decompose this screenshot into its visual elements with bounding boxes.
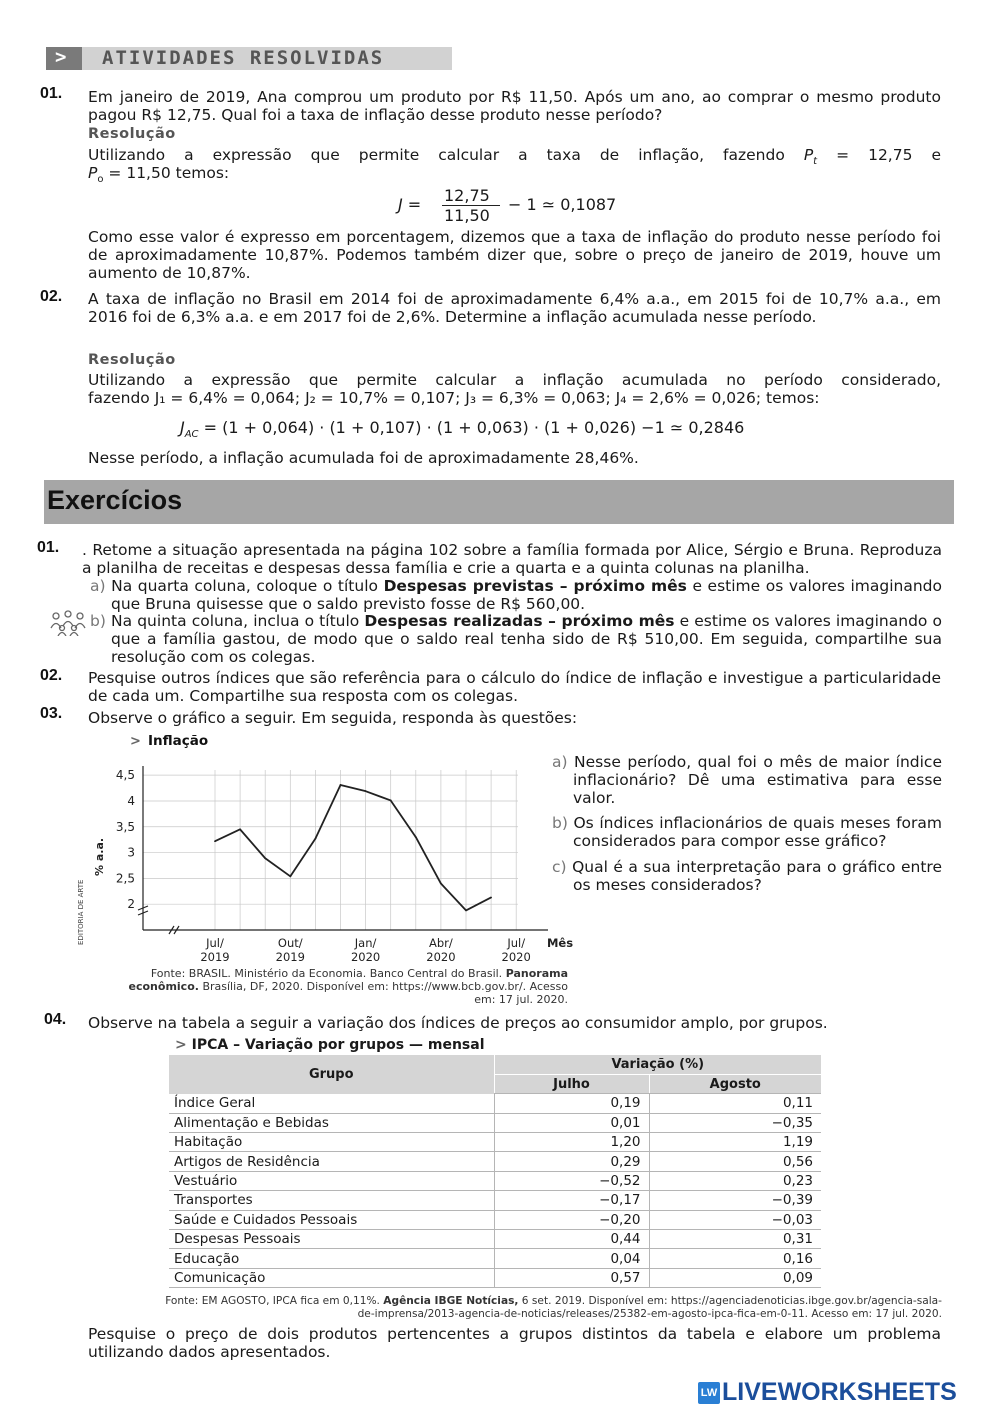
table-row (169, 1230, 821, 1249)
group-work-icon (48, 610, 88, 636)
ex4-number: 04. (44, 1011, 67, 1028)
x-tick-month: Jan/ (354, 936, 377, 950)
series-line-inflacao (215, 785, 491, 910)
cell-agosto: −0,39 (649, 1191, 821, 1210)
ex1-a-post: e estime os valores imaginando que Bruna quisesse que o saldo previsto fosse de R$ 560,00. (111, 577, 942, 613)
col-header-grupo: Grupo (169, 1055, 494, 1094)
ex1-number: 01. (37, 539, 60, 556)
cell-grupo: Comunicação (169, 1268, 494, 1287)
formula-denominator: 11,50 (444, 206, 490, 225)
resolvida-1-number: 01. (40, 85, 63, 102)
x-tick-month: Abr/ (429, 936, 453, 950)
data-point (289, 875, 291, 877)
resolvida-2-resolution-line1: Utilizando a expressão que permite calcular a inflação acumulada no período considerado, (88, 371, 941, 389)
y-tick-label: 4 (127, 793, 135, 808)
formula-jac: J (180, 418, 185, 437)
cell-grupo: Habitação (169, 1133, 494, 1152)
ex1-b-bold: Despesas realizadas – próximo mês (364, 612, 675, 630)
cell-agosto: 0,31 (649, 1230, 821, 1249)
formula-lhs: J = (398, 195, 422, 214)
table-source-pre: Fonte: EM AGOSTO, IPCA fica em 0,11%. (165, 1295, 380, 1307)
col-header-variacao: Variação (%) (494, 1055, 821, 1074)
data-point (440, 883, 442, 885)
pt-subscript: t (813, 156, 818, 168)
data-point (264, 857, 266, 859)
liveworksheets-logo (698, 1378, 994, 1408)
y-tick-label: 4,5 (115, 768, 135, 783)
cell-julho: 1,20 (494, 1133, 649, 1152)
inflation-chart (70, 728, 580, 968)
ex1-a-bold: Despesas previstas – próximo mês (383, 577, 687, 595)
table-row (169, 1113, 821, 1132)
data-point (465, 909, 467, 911)
cell-agosto: −0,35 (649, 1113, 821, 1132)
ex1-b-post: e estime os valores imaginando o que a família gastou, de modo que o saldo real tenha sido de R$ 510,00. Em seguida, compartilhe sua resolução com os colegas. (111, 612, 942, 666)
cell-agosto: −0,03 (649, 1210, 821, 1229)
ex3-c-text: Qual é a sua interpretação para o gráfico entre os meses considerados? (572, 858, 942, 894)
ex4-final: Pesquise o preço de dois produtos pertencentes a grupos distintos da tabela e elabore um problema utilizando dados apresentados. (88, 1325, 941, 1361)
cell-julho: 0,57 (494, 1268, 649, 1287)
table-title (175, 1037, 485, 1053)
ex1-item-b (90, 612, 942, 666)
ex1-b-label: b) (90, 612, 106, 630)
x-tick-month: Jul/ (507, 936, 526, 950)
cell-julho: 0,04 (494, 1249, 649, 1268)
ex1-text: . Retome a situação apresentada na página 102 sobre a família formada por Alice, Sérgio e Bruna. Reproduza a planilha de receitas e despesas dessa família e crie a quarta e a quinta colunas na planilha. (82, 541, 942, 577)
chart-title: Inflação (148, 733, 209, 749)
y-tick-label: 2,5 (115, 871, 135, 886)
data-point (415, 836, 417, 838)
cell-grupo: Despesas Pessoais (169, 1230, 494, 1249)
resolvida-2-resolution-line2: fazendo J₁ = 6,4% = 0,064; J₂ = 10,7% = 0,107; J₃ = 6,3% = 0,063; J₄ = 2,6% = 0,026; temos: (88, 389, 820, 407)
ex3-c-label: c) (552, 858, 567, 876)
section-arrow-box (46, 47, 82, 70)
ipca-table (169, 1055, 821, 1288)
y-tick-label: 2 (127, 897, 135, 912)
chart-title-arrow: > (130, 734, 141, 749)
x-tick-year: 2019 (200, 950, 230, 964)
chart-source-pre: Fonte: BRASIL. Ministério da Economia. Banco Central do Brasil. (150, 967, 503, 980)
cell-agosto: 0,56 (649, 1152, 821, 1171)
data-point (239, 828, 241, 830)
pt-value: = 12,75 e (836, 146, 941, 164)
ex3-question-b (552, 814, 942, 850)
y-tick-label: 3 (127, 845, 135, 860)
cell-agosto: 0,23 (649, 1171, 821, 1190)
cell-julho: 0,01 (494, 1113, 649, 1132)
ex3-question-a (552, 753, 942, 807)
ex2-text: Pesquise outros índices que são referência para o cálculo do índice de inflação e investigue a particularidade de cada um. Compartilhe sua resposta com os colegas. (88, 669, 941, 705)
cell-julho: −0,17 (494, 1191, 649, 1210)
exercicios-banner (44, 480, 954, 524)
cell-grupo: Alimentação e Bebidas (169, 1113, 494, 1132)
ex3-a-text: Nesse período, qual foi o mês de maior índice inflacionário? Dê uma estimativa para esse valor. (573, 753, 942, 807)
data-point (315, 838, 317, 840)
cell-julho: 0,44 (494, 1230, 649, 1249)
formula-jac-sub: AC (184, 429, 199, 441)
side-credit: EDITORIA DE ARTE (77, 879, 85, 945)
cell-grupo: Índice Geral (169, 1094, 494, 1113)
cell-agosto: 0,09 (649, 1268, 821, 1287)
col-header-agosto: Agosto (649, 1074, 821, 1093)
cell-grupo: Vestuário (169, 1171, 494, 1190)
table-row (169, 1249, 821, 1268)
table-source-line2: de-imprensa/2013-agencia-de-noticias/releases/25382-em-agosto-ipca-fica-em-0-11. Acesso em: 17 jul. 2020. (357, 1308, 942, 1320)
y-axis-label: % a.a. (93, 837, 106, 876)
formula-accumulated (180, 418, 744, 440)
formula-rhs: − 1 ≃ 0,1087 (508, 195, 617, 214)
x-tick-month: Out/ (277, 936, 303, 950)
ex1-a-label: a) (90, 577, 106, 595)
y-tick-label: 3,5 (115, 819, 135, 834)
logo-text: LIVEWORKSHEETS (722, 1378, 957, 1406)
chart-source-bold: Panorama econômico. (128, 967, 568, 993)
resolvida-2-conclusion: Nesse período, a inflação acumulada foi de aproximadamente 28,46%. (88, 449, 639, 467)
table-title-text: IPCA – Variação por grupos — mensal (191, 1037, 485, 1053)
cell-agosto: 1,19 (649, 1133, 821, 1152)
pt-symbol: P (803, 146, 814, 164)
resolvida-2-number: 02. (40, 288, 63, 305)
po-value: = 11,50 temos: (108, 164, 230, 182)
cell-julho: −0,52 (494, 1171, 649, 1190)
ex2-number: 02. (40, 667, 63, 684)
table-row (169, 1191, 821, 1210)
cell-grupo: Educação (169, 1249, 494, 1268)
cell-grupo: Saúde e Cuidados Pessoais (169, 1210, 494, 1229)
data-point (390, 800, 392, 802)
col-header-julho: Julho (494, 1074, 649, 1093)
section-arrow: > (55, 46, 69, 68)
table-row (169, 1210, 821, 1229)
ex3-question-c (552, 858, 942, 894)
resolvida-1-po-line (88, 164, 229, 189)
table-row (169, 1171, 821, 1190)
table-row (169, 1268, 821, 1287)
formula-product: = (1 + 0,064) · (1 + 0,107) · (1 + 0,063) · (1 + 0,026) −1 ≃ 0,2846 (203, 418, 745, 437)
ex3-number: 03. (40, 705, 63, 722)
ex3-b-text: Os índices inflacionários de quais meses foram considerados para compor esse gráfico? (573, 814, 942, 850)
data-point (340, 784, 342, 786)
cell-grupo: Artigos de Residência (169, 1152, 494, 1171)
ex1-a-pre: Na quarta coluna, coloque o título (111, 577, 378, 595)
table-row (169, 1152, 821, 1171)
cell-agosto: 0,11 (649, 1094, 821, 1113)
ex4-text: Observe na tabela a seguir a variação dos índices de preços ao consumidor amplo, por grupos. (88, 1014, 828, 1032)
cell-julho: 0,29 (494, 1152, 649, 1171)
resolvida-2-resolution-label: Resolução (88, 352, 176, 368)
resolution-intro: Utilizando a expressão que permite calcular a taxa de inflação, fazendo (88, 146, 785, 164)
x-axis-label: Mês (546, 936, 574, 950)
logo-badge: LW (698, 1382, 720, 1404)
table-source-post: 6 set. 2019. Disponível em: https://agenciadenoticias.ibge.gov.br/agencia-sala- (521, 1295, 942, 1307)
cell-julho: 0,19 (494, 1094, 649, 1113)
section-title: ATIVIDADES RESOLVIDAS (102, 47, 385, 69)
ex3-text: Observe o gráfico a seguir. Em seguida, responda às questões: (88, 709, 578, 727)
x-tick-year: 2019 (275, 950, 305, 964)
cell-julho: −0,20 (494, 1210, 649, 1229)
po-subscript: o (97, 174, 104, 186)
x-tick-year: 2020 (426, 950, 456, 964)
formula-inflation (398, 186, 658, 226)
table-title-arrow: > (175, 1037, 187, 1053)
x-tick-month: Jul/ (206, 936, 224, 950)
po-symbol: P (88, 164, 98, 182)
x-tick-year: 2020 (501, 950, 531, 964)
ex3-a-label: a) (552, 753, 568, 771)
exercicios-title: Exercícios (47, 485, 183, 515)
resolvida-2-question: A taxa de inflação no Brasil em 2014 foi de aproximadamente 6,4% a.a., em 2015 foi de 10,7% a.a., em 2016 foi de 6,3% a.a. e em 2017 foi de 2,6%. Determine a inflação acumulada nesse período. (88, 290, 941, 326)
table-row (169, 1094, 821, 1113)
ex1-b-pre: Na quinta coluna, inclua o título (111, 612, 360, 630)
table-source (60, 1295, 942, 1321)
ex3-b-label: b) (552, 814, 568, 832)
data-point (490, 897, 492, 899)
x-tick-year: 2020 (350, 950, 381, 964)
section-header-bar (46, 47, 452, 70)
resolvida-1-conclusion: Como esse valor é expresso em porcentagem, dizemos que a taxa de inflação do produto nesse período foi de aproximadamente 10,87%. Podemos também dizer que, sobre o preço de janeiro de 2019, houve um aumento de 10,87%. (88, 228, 941, 282)
data-point (214, 840, 216, 842)
ex3-questions (552, 753, 942, 894)
cell-agosto: 0,16 (649, 1249, 821, 1268)
table-source-bold: Agência IBGE Notícias, (383, 1295, 519, 1307)
chart-source-post: Brasília, DF, 2020. Disponível em: https://www.bcb.gov.br/. Acesso em: 17 jul. 2020. (202, 980, 568, 1006)
resolvida-1-resolution-label: Resolução (88, 126, 176, 142)
data-point (365, 790, 367, 792)
cell-grupo: Transportes (169, 1191, 494, 1210)
ex1-item-a (90, 577, 942, 613)
formula-numerator: 12,75 (444, 186, 490, 205)
table-row (169, 1133, 821, 1152)
table-source-line1 (60, 1295, 942, 1308)
resolvida-1-question: Em janeiro de 2019, Ana comprou um produto por R$ 11,50. Após um ano, ao comprar o mesmo produto pagou R$ 12,75. Qual foi a taxa de inflação desse produto nesse período? (88, 88, 941, 124)
chart-source (104, 967, 568, 1006)
